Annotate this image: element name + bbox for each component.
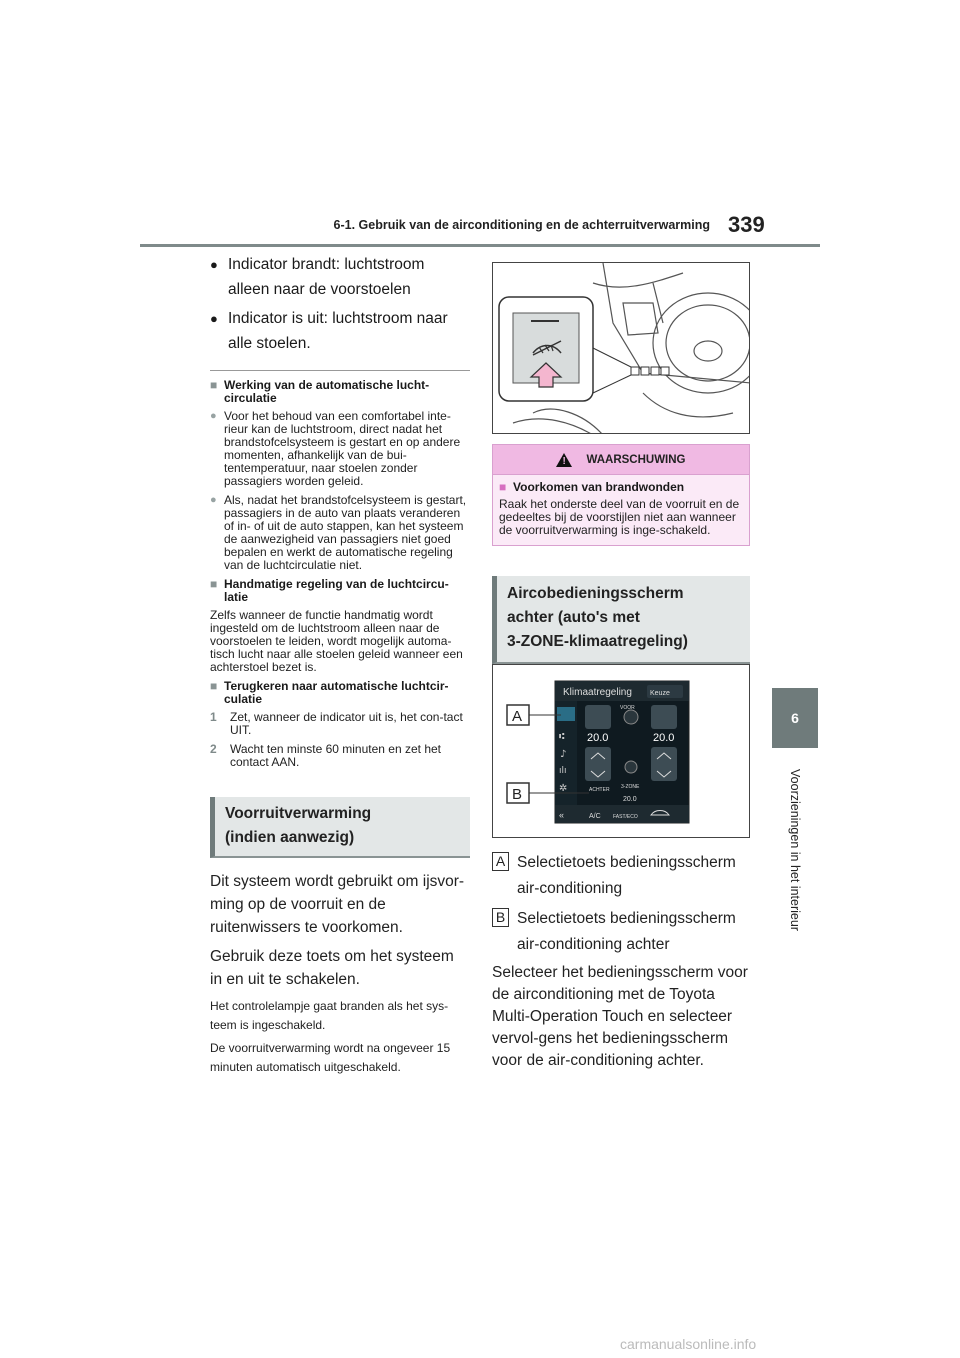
keuze-button[interactable]: Keuze [650, 690, 670, 697]
screen-title: Klimaatregeling [563, 687, 632, 698]
equalizer-icon[interactable]: ılı [559, 766, 567, 776]
legend-item-b: B Selectietoets bedieningsscherm air-conditioning achter [492, 906, 754, 958]
paragraph: Gebruik deze toets om het systeem in en uit te schakelen. [210, 948, 454, 988]
callout-b: B [512, 786, 523, 803]
warning-icon: ! [556, 453, 572, 467]
paragraph: Dit systeem wordt gebruikt om ijsvor-ming op de voorruit en de ruitenwissers te voorkomen. [210, 873, 465, 936]
seat-icon[interactable]: ⑆ [559, 732, 565, 742]
square-icon: ■ [210, 577, 218, 591]
temp-right: 20.0 [653, 732, 675, 744]
music-icon[interactable]: ♪ [560, 749, 567, 760]
zone-label[interactable]: 3-ZONE [621, 784, 640, 790]
header-rule [140, 244, 820, 247]
ac-button[interactable]: A/C [589, 813, 601, 820]
square-icon: ■ [210, 679, 218, 693]
list-item: ● Als, nadat het brandstofcelsysteem is gestart, passagiers in de auto van plaats veranderen of in- of uit de auto stappen, kan het systeem de aanwezigheid van passagiers niet goed bepalen en werkt de automatische regeling van de luchtcirculatie niet. [210, 493, 467, 572]
temp-rear: 20.0 [623, 796, 637, 803]
section-title-rear-climate [492, 576, 750, 664]
chapter-label: Voorzieningen in het interieur [788, 769, 803, 931]
dashboard-illustration [493, 263, 750, 434]
paragraph: Zelfs wanneer de functie handmatig wordt ingesteld om de luchtstroom alleen naar de voorstoelen te leiden, wordt mogelijk automa-tisch lucht naar alle stoelen geleid wanneer een achterstoel bezet is. [210, 608, 463, 674]
divider [210, 370, 470, 371]
chapter-tab[interactable]: 6 [772, 688, 818, 748]
step-item: 1 Zet, wanneer de indicator uit is, het con-tact UIT. [210, 710, 463, 737]
callout-a: A [512, 708, 523, 725]
legend-item-a: A Selectietoets bedieningsscherm air-conditioning [492, 850, 754, 902]
bullet-item: ● Indicator is uit: luchtstroom naar alle stoelen. [210, 306, 470, 356]
square-icon: ■ [210, 378, 218, 392]
square-icon: ■ [499, 480, 507, 494]
fast-eco-button[interactable]: FAST/ECO [613, 814, 638, 820]
climate-screen-figure [492, 664, 750, 838]
achter-label[interactable]: ACHTER [589, 787, 610, 793]
section-title: Aircobedieningsscherm achter (auto's met 3-ZONE-klimaatregeling) [492, 576, 750, 664]
label-box-b: B [492, 908, 509, 927]
bullet-icon: ● [210, 257, 218, 272]
voor-label: VOOR [620, 705, 635, 711]
page-number: 339 [728, 212, 765, 237]
paragraph: De voorruitverwarming wordt na ongeveer 15 minuten automatisch uitgeschakeld. [210, 1041, 451, 1074]
back-button[interactable]: « [559, 810, 565, 820]
step-item: 2 Wacht ten minste 60 minuten en zet het contact AAN. [210, 742, 442, 769]
circle-icon: ● [210, 494, 217, 506]
section-header: 6-1. Gebruik van de airconditioning en de achterruitverwarming [333, 218, 710, 232]
warning-box [492, 444, 750, 546]
section-title: Voorruitverwarming (indien aanwezig) [210, 797, 470, 858]
temp-left: 20.0 [587, 732, 609, 744]
left-column [210, 252, 470, 1081]
footer-watermark: carmanualsonline.info [620, 1336, 757, 1352]
warning-body [493, 475, 749, 545]
defroster-figure [492, 262, 750, 434]
paragraph: Het controlelampje gaat branden als het sys-teem is ingeschakeld. [210, 999, 449, 1032]
subheading: ■ Terugkeren naar automatische luchtcir-culatie [210, 679, 449, 706]
subheading: ■ Werking van de automatische lucht-circulatie [210, 378, 430, 405]
right-column-text [492, 850, 754, 1078]
warning-header: ! WAARSCHUWING [493, 445, 749, 475]
climate-screen-illustration [493, 665, 750, 838]
list-item: ● Voor het behoud van een comfortabel inte-rieur kan de luchtstroom, direct nadat het brandstofcelsysteem is gestart en op andere momenten, afhankelijk van de bui-tentemperatuur, naar stoelen zonder passagiers worden geleid. [210, 409, 461, 488]
settings-icon[interactable]: ✲ [559, 783, 568, 794]
circle-icon: ● [210, 410, 217, 422]
bullet-item: ● Indicator brandt: luchtstroom alleen naar de voorstoelen [210, 252, 470, 302]
paragraph: Selecteer het bedieningsscherm voor de airconditioning met de Toyota Multi-Operation Touch en selecteer vervol-gens het bedieningsscherm voor de air-conditioning achter. [492, 964, 748, 1069]
warning-subheading: ■ Voorkomen van brandwonden [499, 480, 685, 494]
label-box-a: A [492, 852, 509, 871]
subheading: ■ Handmatige regeling van de luchtcircu-latie [210, 577, 449, 604]
bullet-icon: ● [210, 311, 218, 326]
warning-text: Raak het onderste deel van de voorruit en de gedeeltes bij de voorstijlen niet aan wanneer de voorruitverwarming is inge-schakeld. [499, 497, 740, 537]
